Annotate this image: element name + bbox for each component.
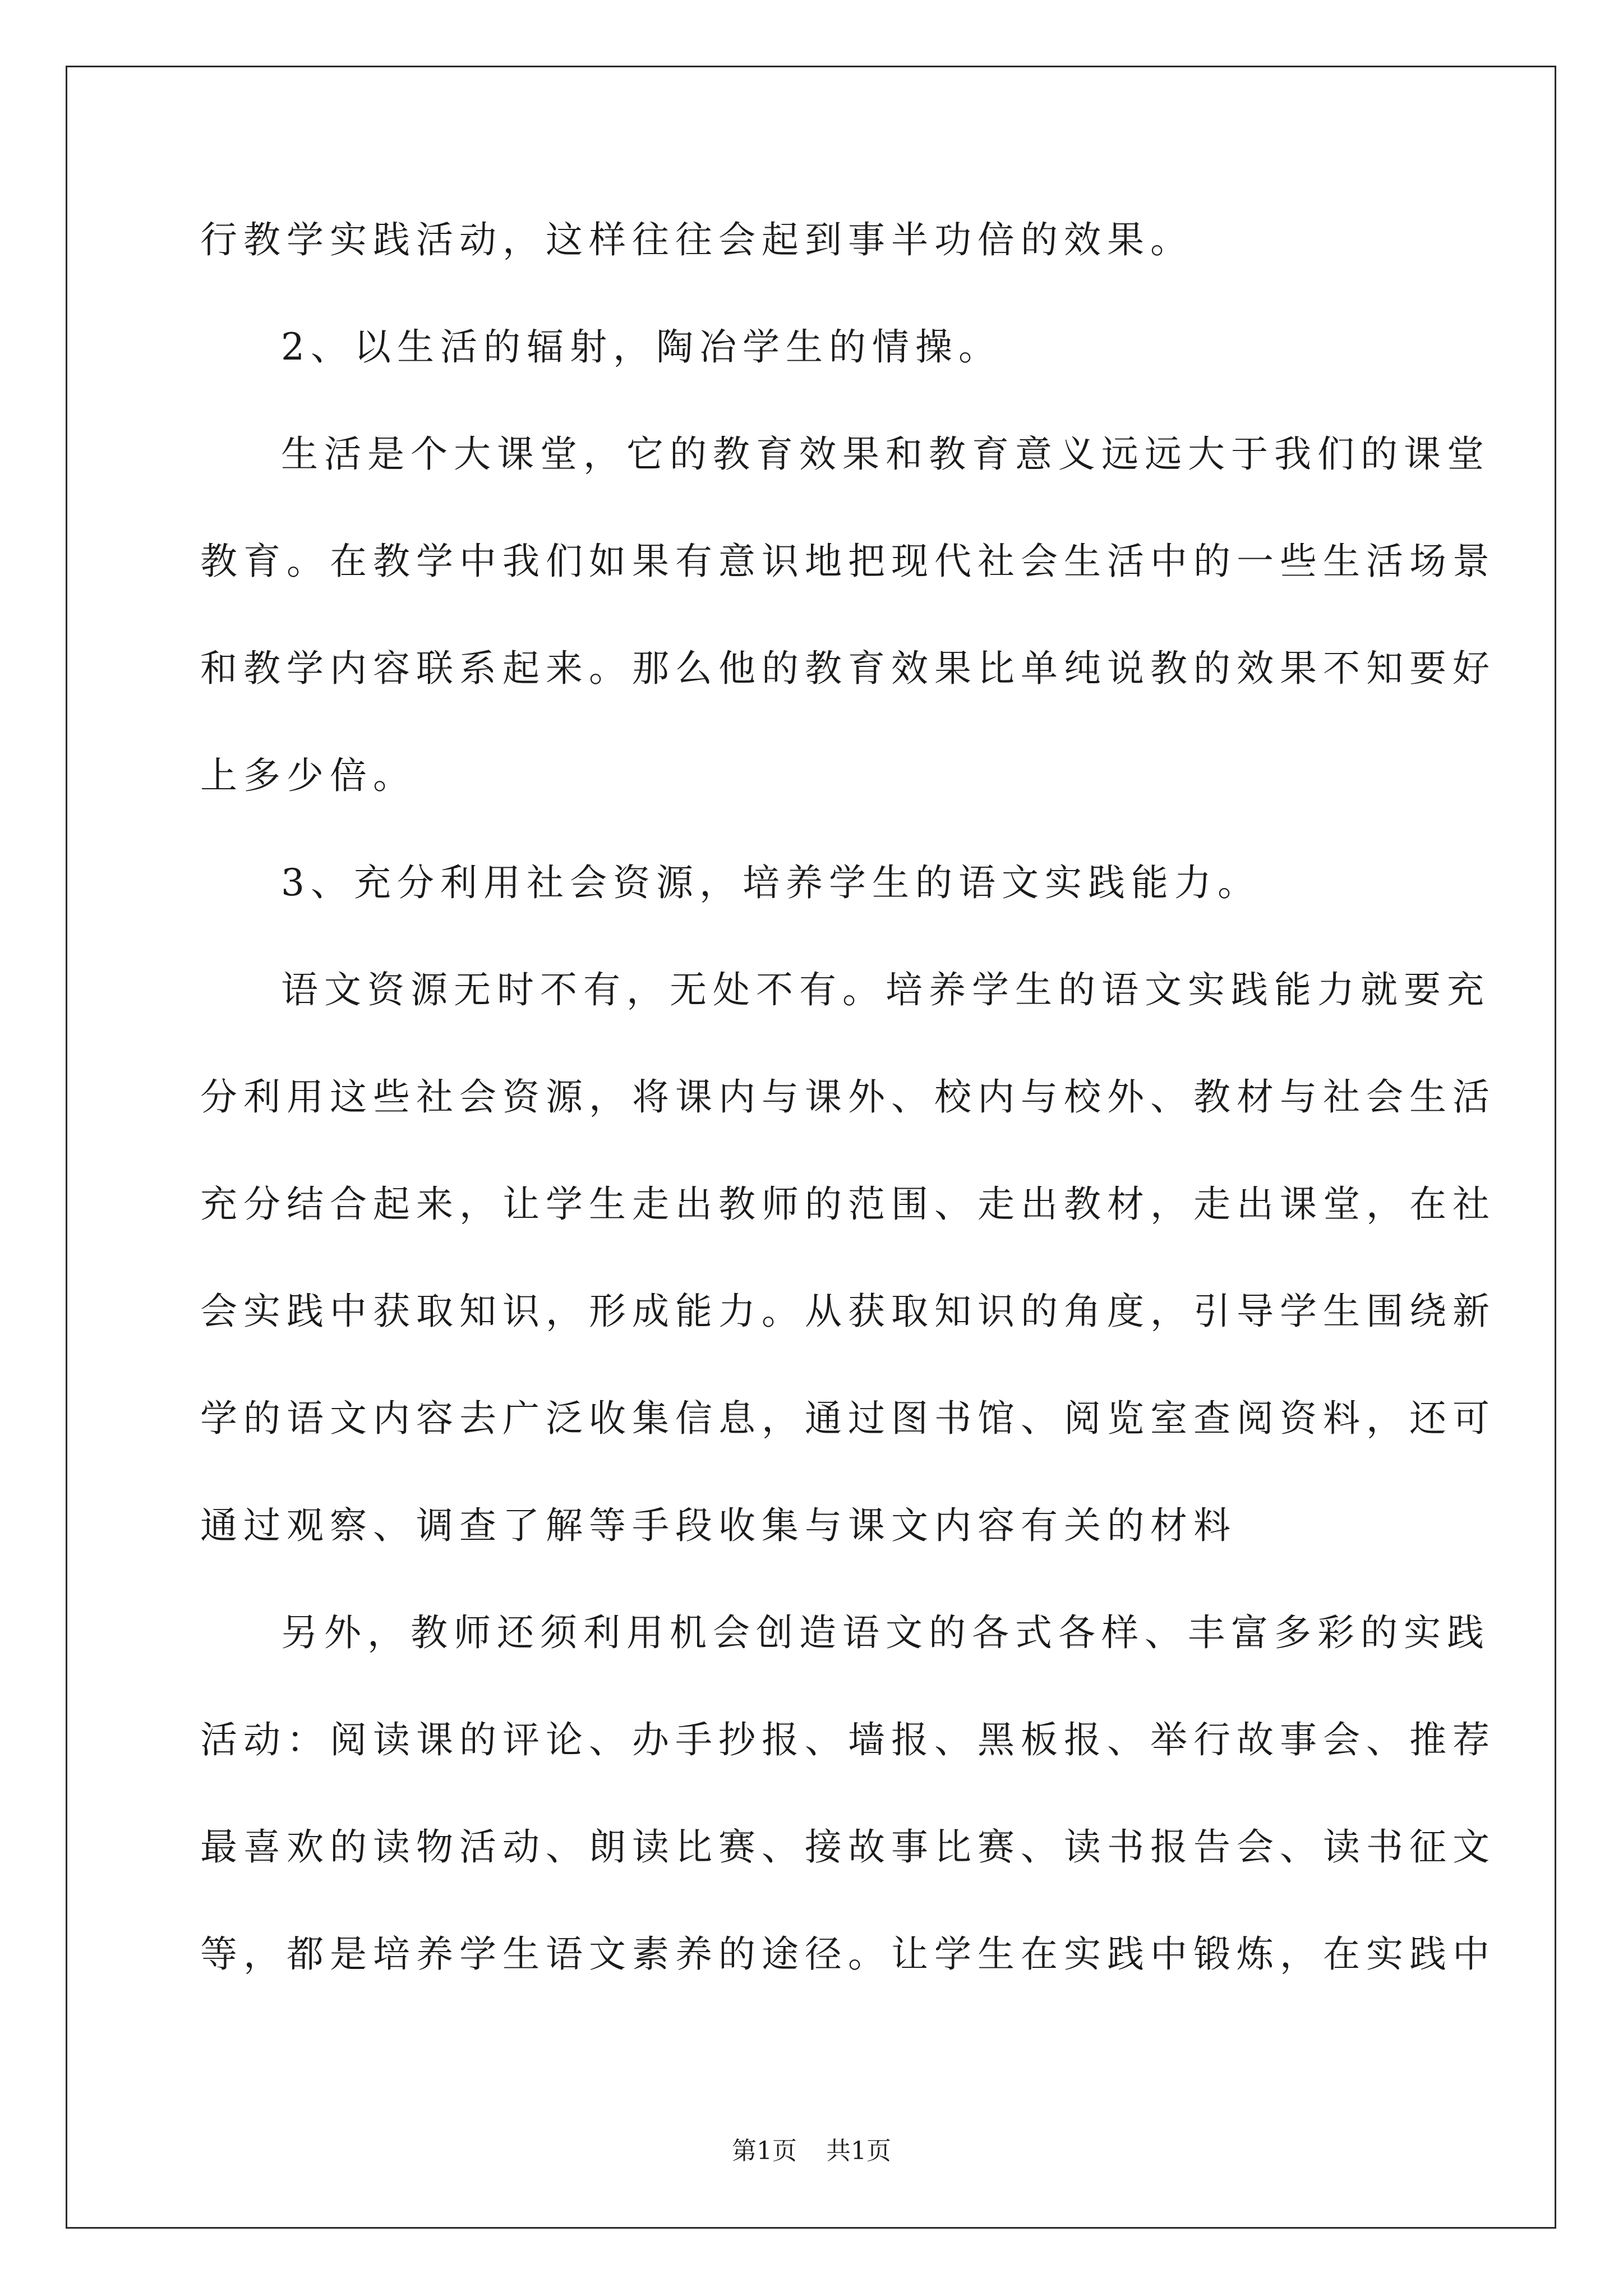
text-line: 学的语文内容去广泛收集信息，通过图书馆、阅览室查阅资料，还可	[200, 1397, 1496, 1440]
text-line: 教育。在教学中我们如果有意识地把现代社会生活中的一些生活场景	[200, 540, 1496, 583]
text-line: 充分结合起来，让学生走出教师的范围、走出教材，走出课堂，在社	[200, 1182, 1496, 1226]
text-line: 3、充分利用社会资源，培养学生的语文实践能力。	[281, 861, 1261, 904]
text-line: 2、以生活的辐射，陶冶学生的情操。	[281, 325, 1002, 369]
text-line: 上多少倍。	[200, 754, 416, 797]
text-line: 通过观察、调查了解等手段收集与课文内容有关的材料	[200, 1504, 1237, 1547]
page-number: 第1页	[732, 2137, 797, 2165]
text-line: 语文资源无时不有，无处不有。培养学生的语文实践能力就要充	[281, 968, 1490, 1011]
document-body	[200, 218, 1496, 2040]
text-line: 等，都是培养学生语文素养的途径。让学生在实践中锻炼，在实践中	[200, 1932, 1496, 1976]
text-line: 分利用这些社会资源，将课内与课外、校内与校外、教材与社会生活	[200, 1075, 1496, 1119]
text-line: 行教学实践活动，这样往往会起到事半功倍的效果。	[200, 218, 1193, 261]
page-footer	[0, 2131, 1623, 2166]
page-total: 共1页	[826, 2137, 891, 2165]
text-line: 会实践中获取知识，形成能力。从获取知识的角度，引导学生围绕新	[200, 1290, 1496, 1333]
text-line: 另外，教师还须利用机会创造语文的各式各样、丰富多彩的实践	[281, 1611, 1490, 1654]
text-line: 生活是个大课堂，它的教育效果和教育意义远远大于我们的课堂	[281, 432, 1490, 476]
text-line: 最喜欢的读物活动、朗读比赛、接故事比赛、读书报告会、读书征文	[200, 1825, 1496, 1869]
text-line: 和教学内容联系起来。那么他的教育效果比单纯说教的效果不知要好	[200, 647, 1496, 690]
text-line: 活动：阅读课的评论、办手抄报、墙报、黑板报、举行故事会、推荐	[200, 1718, 1496, 1761]
